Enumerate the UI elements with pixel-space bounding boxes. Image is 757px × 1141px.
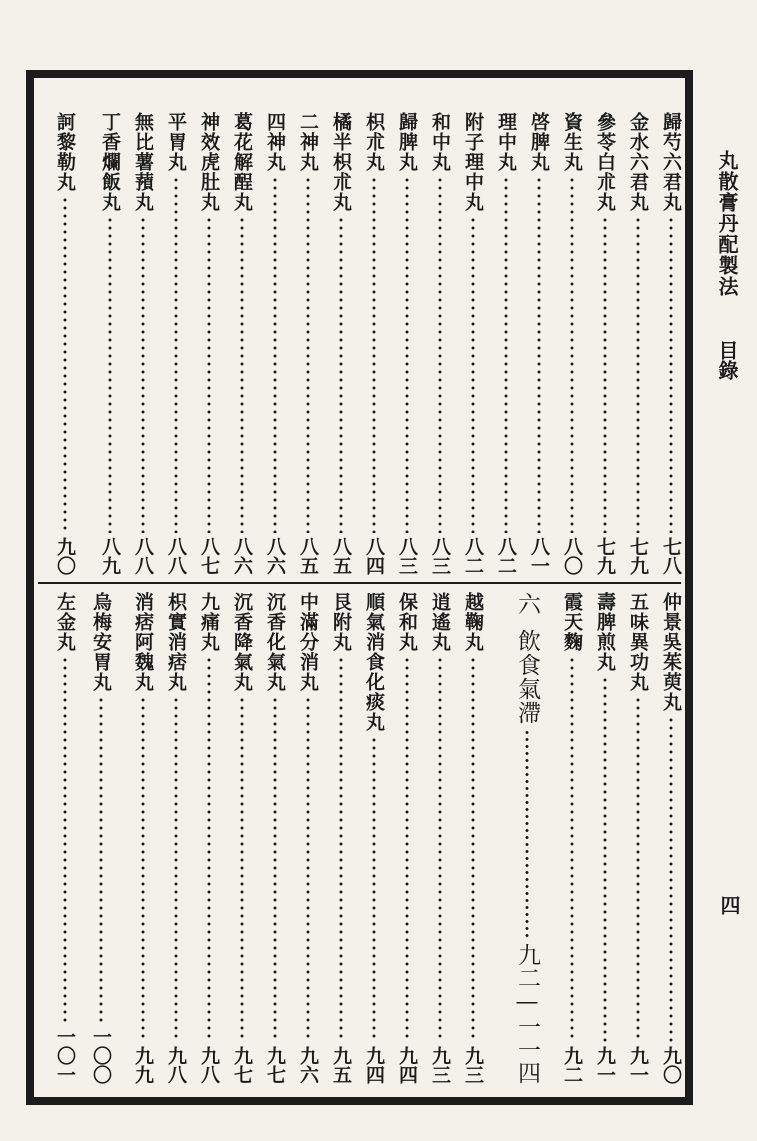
leader-dots: [63, 656, 67, 1023]
entry-page: 九七: [264, 1046, 286, 1084]
toc-entry: [50, 592, 80, 1084]
toc-entry: [458, 112, 488, 575]
leader-dots: [438, 656, 442, 1042]
entry-title: 烏梅安胃丸: [90, 592, 112, 692]
entry-page: 八四: [363, 537, 385, 575]
entry-page: 九〇: [660, 1046, 682, 1084]
entry-title: 消痞阿魏丸: [132, 592, 154, 692]
leader-dots: [438, 176, 442, 533]
entry-page: 八六: [264, 537, 286, 575]
toc-entry: [95, 112, 125, 575]
section-number: 六: [514, 592, 540, 615]
section-title: 飲食氣滯: [514, 629, 540, 725]
leader-dots: [207, 216, 211, 533]
entry-page: 八二: [495, 537, 517, 575]
entry-title: 四神丸: [264, 112, 286, 172]
leader-dots: [306, 696, 310, 1042]
leader-dots: [141, 696, 145, 1042]
leader-dots: [636, 696, 640, 1042]
leader-dots: [372, 176, 376, 533]
toc-entry: [590, 592, 620, 1084]
leader-dots: [108, 216, 112, 533]
entry-title: 參苓白朮丸: [594, 112, 616, 212]
leader-dots: [339, 216, 343, 533]
toc-entry: [86, 592, 116, 1084]
entry-title: 神效虎肚丸: [198, 112, 220, 212]
entry-page: 八六: [231, 537, 253, 575]
entry-page: 九四: [363, 1046, 385, 1084]
entry-page: 七九: [627, 537, 649, 575]
leader-dots: [603, 216, 607, 533]
entry-title: 啓脾丸: [528, 112, 550, 172]
leader-dots: [504, 176, 508, 533]
leader-dots: [570, 656, 574, 1042]
leader-dots: [570, 176, 574, 533]
leader-dots: [207, 656, 211, 1042]
toc-entry: [227, 592, 257, 1084]
toc-entry: [491, 112, 521, 575]
toc-entry: [425, 112, 455, 575]
entry-title: 枳朮丸: [363, 112, 385, 172]
entry-title: 艮附丸: [330, 592, 352, 652]
entry-title: 附子理中丸: [462, 112, 484, 212]
leader-dots: [99, 696, 103, 1023]
leader-dots: [306, 176, 310, 533]
leader-dots: [141, 216, 145, 533]
toc-entry: [161, 112, 191, 575]
entry-page: 八五: [297, 537, 319, 575]
toc-entry: [557, 112, 587, 575]
entry-title: 葛花解酲丸: [231, 112, 253, 212]
toc-entry: [194, 112, 224, 575]
entry-title: 無比薯蕷丸: [132, 112, 154, 212]
leader-dots: [174, 176, 178, 533]
entry-page: 九五: [330, 1046, 352, 1084]
entry-title: 資生丸: [561, 112, 583, 172]
entry-title: 越鞠丸: [462, 592, 484, 652]
section-heading: [509, 592, 545, 1084]
toc-entry: [194, 592, 224, 1084]
toc-entry: [128, 112, 158, 575]
entry-page: 九六: [297, 1046, 319, 1084]
leader-dots: [636, 216, 640, 533]
toc-entry: [359, 112, 389, 575]
leader-dots: [273, 696, 277, 1042]
entry-title: 五味異功丸: [627, 592, 649, 692]
toc-entry: [359, 592, 389, 1084]
toc-entry: [425, 592, 455, 1084]
entry-title: 左金丸: [54, 592, 76, 652]
toc-entry: [326, 112, 356, 575]
toc-entry: [656, 592, 686, 1084]
entry-title: 沉香化氣丸: [264, 592, 286, 692]
entry-title: 九痛丸: [198, 592, 220, 652]
toc-entry: [524, 112, 554, 575]
entry-title: 順氣消食化痰丸: [363, 592, 385, 732]
toc-entry: [293, 592, 323, 1084]
entry-page: 一〇一: [54, 1027, 76, 1084]
entry-title: 沉香降氣丸: [231, 592, 253, 692]
toc-entry: [590, 112, 620, 575]
leader-dots: [405, 656, 409, 1042]
toc-entry: [227, 112, 257, 575]
entry-page: 九八: [198, 1046, 220, 1084]
entry-page: 八七: [198, 537, 220, 575]
entry-page: 八五: [330, 537, 352, 575]
entry-page: 七九: [594, 537, 616, 575]
toc-entry: [392, 592, 422, 1084]
section-pages: 九二—一一四: [514, 943, 540, 1084]
toc-entry: [656, 112, 686, 575]
entry-page: 九〇: [54, 537, 76, 575]
entry-title: 壽脾煎丸: [594, 592, 616, 672]
entry-page: 八三: [429, 537, 451, 575]
entry-page: 九二: [561, 1046, 583, 1084]
leader-dots: [405, 176, 409, 533]
leader-dots: [339, 656, 343, 1042]
toc-entry: [557, 592, 587, 1084]
leader-dots: [669, 216, 673, 533]
entry-title: 理中丸: [495, 112, 517, 172]
toc-entry: [623, 592, 653, 1084]
row-divider: [38, 582, 681, 584]
toc-entry: [161, 592, 191, 1084]
entry-page: 八九: [99, 537, 121, 575]
leader-dots: [372, 736, 376, 1042]
toc-entry: [128, 592, 158, 1084]
entry-title: 橘半枳朮丸: [330, 112, 352, 212]
entry-page: 九一: [627, 1046, 649, 1084]
entry-page: 八〇: [561, 537, 583, 575]
entry-page: 九一: [594, 1046, 616, 1084]
entry-page: 八三: [396, 537, 418, 575]
entry-page: 九七: [231, 1046, 253, 1084]
toc-entry: [260, 112, 290, 575]
leader-dots: [174, 696, 178, 1042]
running-section: 目錄: [715, 340, 739, 380]
toc-entry: [392, 112, 422, 575]
leader-dots: [603, 676, 607, 1042]
entry-title: 和中丸: [429, 112, 451, 172]
toc-entry: [293, 112, 323, 575]
entry-title: 逍遙丸: [429, 592, 451, 652]
entry-page: 九三: [462, 1046, 484, 1084]
leader-dots: [240, 216, 244, 533]
entry-page: 九八: [165, 1046, 187, 1084]
entry-title: 訶黎勒丸: [54, 112, 76, 192]
toc-entry: [50, 112, 80, 575]
entry-title: 歸脾丸: [396, 112, 418, 172]
entry-title: 丁香爛飯丸: [99, 112, 121, 212]
entry-title: 金水六君丸: [627, 112, 649, 212]
entry-page: 八八: [165, 537, 187, 575]
leader-dots: [63, 196, 67, 533]
entry-page: 八二: [462, 537, 484, 575]
entry-title: 中滿分消丸: [297, 592, 319, 692]
entry-title: 枳實消痞丸: [165, 592, 187, 692]
page-number: 四: [717, 895, 741, 915]
entry-title: 平胃丸: [165, 112, 187, 172]
entry-page: 八一: [528, 537, 550, 575]
entry-page: 九四: [396, 1046, 418, 1084]
entry-page: 一〇〇: [90, 1027, 112, 1084]
leader-dots: [669, 716, 673, 1042]
toc-entry: [326, 592, 356, 1084]
toc-entry: [623, 112, 653, 575]
entry-title: 保和丸: [396, 592, 418, 652]
entry-title: 仲景吳茱萸丸: [660, 592, 682, 712]
entry-page: 九三: [429, 1046, 451, 1084]
toc-entry: [458, 592, 488, 1084]
entry-title: 霞天麴: [561, 592, 583, 652]
entry-title: 二神丸: [297, 112, 319, 172]
running-title: 丸散膏丹配製法: [715, 150, 739, 297]
leader-dots: [273, 176, 277, 533]
entry-page: 七八: [660, 537, 682, 575]
entry-page: 八八: [132, 537, 154, 575]
leader-dots: [537, 176, 541, 533]
leader-dots: [240, 696, 244, 1042]
toc-entry: [260, 592, 290, 1084]
entry-page: 九九: [132, 1046, 154, 1084]
entry-title: 歸芍六君丸: [660, 112, 682, 212]
leader-dots: [471, 656, 475, 1042]
leader-dots: [471, 216, 475, 533]
leader-dots: [525, 729, 529, 939]
